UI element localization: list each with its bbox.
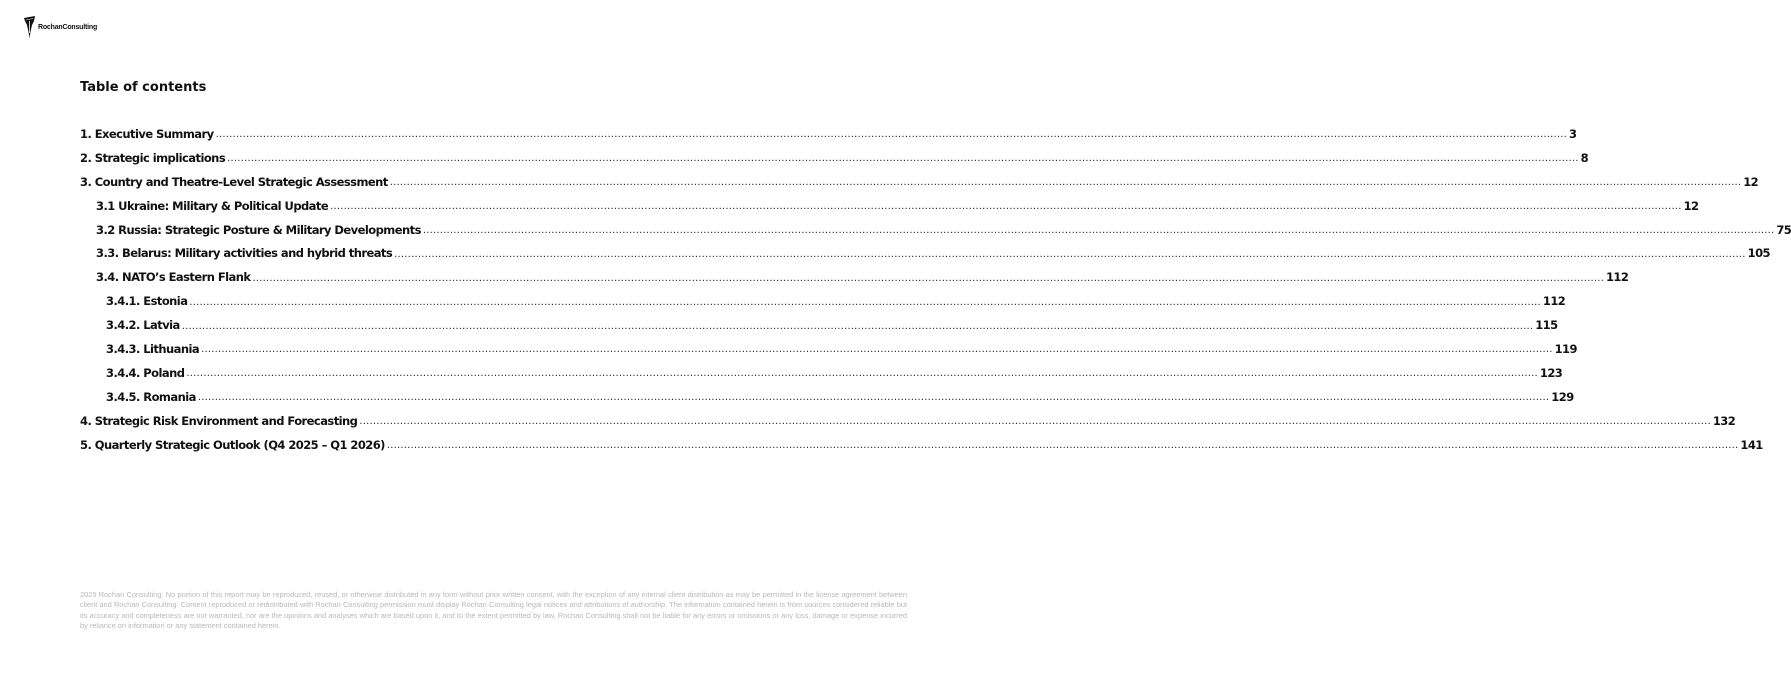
toc-leader-dots: ................................................................................................................................................................................................................................................................................................................................................................................................................ — [227, 153, 1579, 165]
legal-disclaimer: 2025 Rochan Consulting. No portion of this report may be reproduced, reused, or otherwise distributed in any form without prior written consent, with the exception of any internal client distribution as may be permitted in the license agreement between client and Rochan Consulting. Content reproduced or redistributed with Rochan Consulting permission must display Rochan Consulting legal notices and attributions of authorship. The information contained herein is from sources considered reliable but its accuracy and completeness are not warranted, nor are the opinions and analyses which are based upon it, and to the extent permitted by law, Rochan Consulting shall not be liable for any errors or omissions or any loss, damage or expense incurred by reliance on information or any statement contained herein. — [80, 590, 907, 630]
toc-leader-dots: ................................................................................................................................................................................................................................................................................................................................................................................................................ — [197, 392, 1550, 404]
toc-entry[interactable] — [80, 194, 1699, 218]
toc-entry[interactable] — [80, 433, 1763, 457]
toc-entry-page[interactable]: 132 — [1712, 413, 1736, 428]
toc-leader-dots: ................................................................................................................................................................................................................................................................................................................................................................................................................ — [389, 177, 1742, 189]
toc-entry[interactable] — [80, 385, 1574, 409]
toc-leader-dots: ................................................................................................................................................................................................................................................................................................................................................................................................................ — [181, 320, 1534, 332]
toc-entry-label[interactable]: 5. Quarterly Strategic Outlook (Q4 2025 – Q1 2026) — [80, 437, 385, 452]
toc-entry-label[interactable]: 3.4.5. Romania — [106, 389, 196, 404]
toc-leader-dots: ................................................................................................................................................................................................................................................................................................................................................................................................................ — [330, 201, 1682, 213]
rochan-logo — [23, 15, 97, 39]
toc-entry-label[interactable]: 3. Country and Theatre-Level Strategic Assessment — [80, 174, 388, 189]
toc-entry[interactable] — [80, 361, 1563, 385]
toc-entry[interactable] — [80, 313, 1558, 337]
toc-entry-label[interactable]: 3.2 Russia: Strategic Posture & Military Developments — [96, 222, 421, 237]
toc-entry-label[interactable]: 4. Strategic Risk Environment and Forecasting — [80, 413, 358, 428]
toc-entry-page[interactable]: 3 — [1569, 126, 1577, 141]
toc-entry[interactable] — [80, 122, 1577, 146]
toc-title: Table of contents — [80, 80, 207, 95]
toc-leader-dots: ................................................................................................................................................................................................................................................................................................................................................................................................................ — [252, 272, 1604, 284]
toc-list — [80, 122, 1791, 456]
toc-leader-dots: ................................................................................................................................................................................................................................................................................................................................................................................................................ — [189, 296, 1541, 308]
toc-entry-label[interactable]: 2. Strategic implications — [80, 150, 226, 165]
toc-entry-page[interactable]: 105 — [1747, 246, 1771, 261]
toc-leader-dots: ................................................................................................................................................................................................................................................................................................................................................................................................................ — [422, 225, 1775, 236]
toc-entry-label[interactable]: 1. Executive Summary — [80, 126, 214, 141]
toc-leader-dots: ................................................................................................................................................................................................................................................................................................................................................................................................................ — [215, 129, 1568, 141]
toc-entry[interactable] — [80, 170, 1759, 194]
toc-entry-page[interactable]: 12 — [1683, 198, 1699, 213]
toc-leader-dots: ................................................................................................................................................................................................................................................................................................................................................................................................................ — [186, 368, 1538, 380]
toc-entry-label[interactable]: 3.4.4. Poland — [106, 365, 185, 380]
toc-entry[interactable] — [80, 289, 1566, 313]
toc-leader-dots: ................................................................................................................................................................................................................................................................................................................................................................................................................ — [359, 416, 1711, 428]
toc-entry-page[interactable]: 129 — [1551, 389, 1574, 404]
logo-text: RochanConsulting — [38, 23, 98, 31]
toc-entry-page[interactable]: 75 — [1776, 222, 1791, 237]
toc-leader-dots: ................................................................................................................................................................................................................................................................................................................................................................................................................ — [201, 344, 1553, 356]
toc-entry-label[interactable]: 3.3. Belarus: Military activities and hybrid threats — [96, 246, 393, 261]
toc-entry[interactable] — [80, 241, 1771, 265]
toc-entry[interactable] — [80, 146, 1589, 170]
toc-entry-label[interactable]: 3.4.2. Latvia — [106, 318, 180, 333]
quill-logo-icon — [23, 15, 36, 39]
toc-entry-page[interactable]: 12 — [1743, 174, 1759, 189]
toc-entry-page[interactable]: 8 — [1580, 150, 1589, 165]
toc-entry-page[interactable]: 112 — [1542, 294, 1566, 309]
toc-entry[interactable] — [80, 218, 1791, 242]
toc-entry[interactable] — [80, 265, 1629, 289]
toc-entry-label[interactable]: 3.4.3. Lithuania — [106, 341, 200, 356]
toc-entry-label[interactable]: 3.4. NATO’s Eastern Flank — [96, 270, 251, 285]
toc-entry-page[interactable]: 123 — [1539, 365, 1563, 380]
toc-leader-dots: ................................................................................................................................................................................................................................................................................................................................................................................................................ — [394, 248, 1746, 260]
toc-entry[interactable] — [80, 337, 1577, 361]
toc-entry-label[interactable]: 3.1 Ukraine: Military & Political Update — [96, 198, 329, 213]
toc-entry-page[interactable]: 112 — [1605, 270, 1629, 285]
toc-entry-label[interactable]: 3.4.1. Estonia — [106, 294, 188, 309]
toc-entry-page[interactable]: 119 — [1554, 341, 1577, 356]
toc-entry-page[interactable]: 115 — [1535, 318, 1558, 333]
toc-entry-page[interactable]: 141 — [1740, 437, 1763, 452]
toc-leader-dots: ................................................................................................................................................................................................................................................................................................................................................................................................................ — [386, 440, 1739, 452]
toc-entry[interactable] — [80, 409, 1736, 433]
